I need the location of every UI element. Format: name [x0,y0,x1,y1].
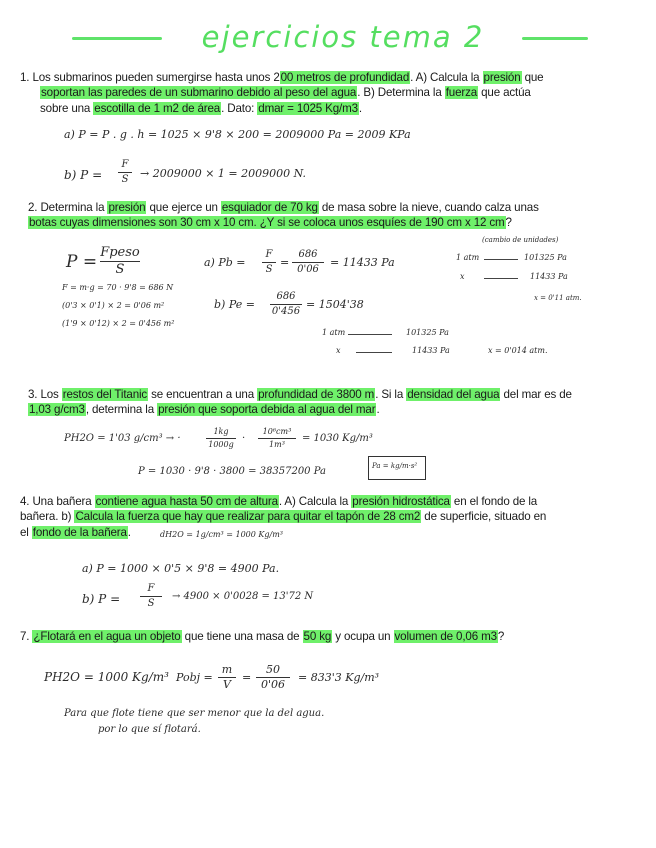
q1-answer-b-label: b) P = [64,168,103,182]
q2-conv-line-2 [484,278,518,279]
q2-conv-4a: x [336,346,341,355]
q4-answer-a: a) P = 1000 × 0'5 × 9'8 = 4900 Pa. [82,562,280,575]
q3-fraction-1 [206,427,236,450]
q7-line-1: 7. ¿Flotará en el agua un objeto que tiene una masa de 50 kg y ocupa un volumen de 0,06 m3? [20,630,505,643]
q2-a-den1: S [265,264,273,275]
title-row [0,14,656,58]
q7-f2-num: 50 [266,663,280,676]
question-4 [20,494,640,540]
q7-f1-num: m [221,663,233,676]
question-1 [20,70,640,116]
q4-line-3: el fondo de la bañera. [20,525,131,539]
q4-fraction [140,583,162,610]
q2-formula-num: Fpeso [100,245,140,260]
q2-conv-line-1 [484,259,518,260]
q3-fraction-2 [258,427,296,450]
q7-conclusion-2: por lo que sí flotará. [98,724,201,735]
q2-note-force: F = m·g = 70 · 9'8 = 686 N [62,283,174,292]
q4-line-2: bañera. b) Calcula la fuerza que hay que realizar para quitar el tapón de 28 cm2 de superficie, situado en [20,510,547,524]
q2-conv-line-4 [356,352,392,353]
q7-fraction-1 [218,664,236,691]
question-7 [20,629,640,644]
q1-frac-num: F [121,159,129,170]
q2-answer-b-label: b) Pe = [214,298,255,311]
page-title: ejercicios tema 2 [201,20,485,54]
q3-units-box-text: Pa = kg/m·s² [372,462,418,470]
q2-answer-a-label: a) Pb = [204,256,246,269]
q3-line-2: 1,03 g/cm3, determina la presión que soporta debida al agua del mar. [29,403,380,417]
q4-answer-b-rest: → 4900 × 0'0028 = 13'72 N [172,591,314,602]
q3-f2-num: 10⁶cm³ [262,427,292,436]
q2-a-equals: = [280,256,290,269]
q2-b-den: 0'456 [271,306,301,317]
q7-object-density-result: = 833'3 Kg/m³ [298,671,380,684]
q2-conv-4b: 11433 Pa [412,346,450,355]
q2-conv-1b: 101325 Pa [524,253,567,262]
q3-density-label: PH2O = 1'03 g/cm³ → · [64,433,181,444]
q3-dot: · [242,433,246,444]
q4-frac-num: F [147,583,155,594]
title-right-stroke [522,37,588,40]
q2-conv-2b: 11433 Pa [530,272,568,281]
q4-density-note: dH2O = 1g/cm³ = 1000 Kg/m³ [160,530,283,539]
q3-density-result: = 1030 Kg/m³ [302,433,373,444]
q3-f2-den: 1m³ [269,440,285,449]
q7-equals: = [242,671,252,684]
q2-formula-den: S [115,262,125,277]
q3-f1-num: 1kg [213,427,229,436]
q1-answer-b-rest: → 2009000 × 1 = 2009000 N. [140,167,307,180]
q2-line-2: botas cuyas dimensiones son 30 cm x 10 cm. ¿Y si se coloca unos esquíes de 190 cm x 12 cm? [29,216,512,230]
q7-conclusion-1: Para que flote tiene que ser menor que la del agua. [64,708,325,719]
q1-line-2: soportan las paredes de un submarino debido al peso del agua. B) Determina la fuerza que actúa [41,86,531,100]
q2-a-fraction-2 [292,249,324,276]
q2-line-1: 2. Determina la presión que ejerce un esquiador de 70 kg de masa sobre la nieve, cuando calza unas [28,201,539,214]
q1-line-1: 1. Los submarinos pueden sumergirse hasta unos 200 metros de profundidad. A) Calcula la presión que [20,71,544,84]
q2-conv-4c: x = 0'014 atm. [488,346,548,355]
q3-pressure-line: P = 1030 · 9'8 · 3800 = 38357200 Pa [138,466,326,477]
q2-a-result: = 11433 Pa [330,256,395,269]
q1-frac-den: S [121,174,129,185]
q7-water-density: PH2O = 1000 Kg/m³ [44,670,169,684]
q2-a-num2: 686 [298,249,318,260]
question-2 [28,200,640,231]
q2-b-result: = 1504'38 [306,298,364,311]
q2-note-area-boots: (0'3 × 0'1) × 2 = 0'06 m² [62,301,165,310]
q2-a-fraction-1 [262,249,276,276]
q7-f2-den: 0'06 [260,678,286,691]
q2-note-area-skis: (1'9 × 0'12) × 2 = 0'456 m² [62,319,175,328]
q2-conv-3b: 101325 Pa [406,328,449,337]
q2-conv-3a: 1 atm [322,328,346,337]
q2-a-den2: 0'06 [297,264,319,275]
title-left-stroke [72,37,162,40]
q1-fraction [118,159,132,186]
q2-b-num: 686 [276,291,296,302]
q2-conv-line-3 [348,334,392,335]
q3-f1-den: 1000g [208,440,234,449]
q3-units-box [368,456,426,480]
q1-line-3: sobre una escotilla de 1 m2 de área. Dato: dmar = 1025 Kg/m3. [40,101,362,115]
q3-line-1: 3. Los restos del Titanic se encuentran a una profundidad de 3800 m. Si la densidad del agua del mar es de [28,388,572,401]
q2-formula-fraction [100,246,140,277]
question-3 [28,387,640,418]
q2-conv-2a: x [460,272,465,281]
q2-formula-label: P = [66,252,98,272]
q2-conv-1a: 1 atm [456,253,480,262]
q2-conv-result: x = 0'11 atm. [534,294,582,302]
q4-frac-den: S [147,598,155,609]
q4-line-1: 4. Una bañera contiene agua hasta 50 cm de altura. A) Calcula la presión hidrostática en el fondo de la [20,495,538,508]
q7-fraction-2 [256,664,290,691]
q7-object-density-label: Pobj = [176,671,213,684]
q2-a-num1: F [265,249,273,260]
q2-conv-title: (cambio de unidades) [482,236,559,244]
q2-b-fraction [270,291,302,318]
q1-answer-a: a) P = P . g . h = 1025 × 9'8 × 200 = 2009000 Pa = 2009 KPa [64,128,411,141]
q7-f1-den: V [223,678,231,691]
q4-answer-b-label: b) P = [82,592,121,606]
